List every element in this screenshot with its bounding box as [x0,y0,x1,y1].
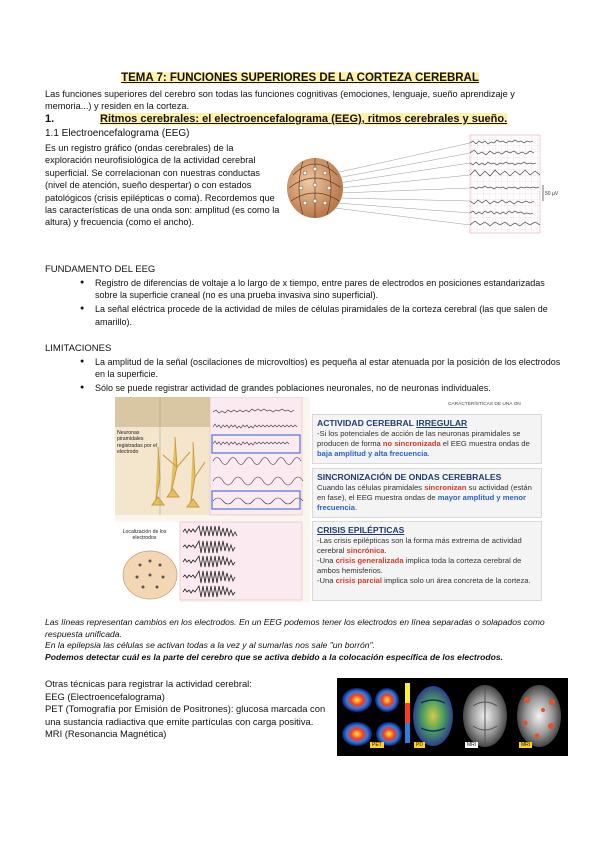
scale-label: 50 µV [545,191,559,197]
scan-label: PET [372,742,382,748]
other-techniques [45,678,330,741]
list-item: ● Registro de diferencias de voltaje a lo largo de x tiempo, entre pares de electrodos en posiciones estandarizadas sobre la superficie craneal (no es una prueba invasiva sino superficial). [80,277,565,301]
figure-caption: CARACTERÍSTICAS DE UNA ON [448,402,521,407]
other-techniques-heading: Otras técnicas para registrar la actividad cerebral: [45,678,252,689]
panel-synchronization: SINCRONIZACIÓN DE ONDAS CEREBRALES Cuando las células piramidales sincronizan su actividad (están en fase), el EEG muestra ondas de mayor amplitud y menor frecuencia. [312,468,542,518]
eeg-paper [470,135,540,233]
fundamento-heading: FUNDAMENTO DEL EEG [45,264,156,275]
scan-label: PD [416,742,423,748]
limitaciones-list [80,356,565,397]
technique-item: EEG (Electroencefalograma) [45,690,165,702]
technique-item: PET (Tomografía por Emisión de Positrones): glucosa marcada con una sustancia radiactiva que emite partículas con carga positiva. [45,703,326,727]
section-heading: 1. Ritmos cerebrales: el electroencefalograma (EEG), ritmos cerebrales y sueño. [45,113,508,125]
brain-scans-image [337,678,568,756]
head-with-electrodes [287,158,343,218]
technique-item: MRI (Resonancia Magnética) [45,728,167,740]
list-item: ● La señal eléctrica procede de la actividad de miles de células piramidales de la corteza cerebral (las que salen de amarillo). [80,303,565,327]
page-title: TEMA 7: FUNCIONES SUPERIORES DE LA CORTEZA CEREBRAL [121,72,479,84]
neuron-eeg-illustration [115,397,310,602]
subsection-heading: 1.1 Electroencefalograma (EEG) [45,128,190,139]
panel-epileptic: CRISIS EPILÉPTICAS -Las crisis epilépticas son la forma más extrema de actividad cerebral sincrónica. -Una crisis generalizada implica toda la corteza cerebral de ambos hemisferios. -Una crisis parcial implica solo un área concreta de la corteza. [312,521,542,601]
neuron-eeg-figure [115,397,310,602]
note: Las líneas representan cambios en los electrodos. En un EEG podemos tener los electrodos en línea separadas o solapados como respuesta unificada. [45,617,545,639]
electrode-label: Localización de los electrodos [122,529,167,542]
electrode-wires [335,143,470,225]
scan-label: MRI [521,742,531,748]
list-item: ● La amplitud de la señal (oscilaciones de microvoltios) es pequeña al estar atenuada por la posición de los electrodos en la superficie. [80,356,565,380]
limitaciones-heading: LIMITACIONES [45,343,112,354]
list-item: ● Sólo se puede registrar actividad de grandes poblaciones neuronales, no de neuronas individuales. [80,382,565,394]
note: Podemos detectar cuál es la parte del cerebro que se activa debido a la colocación específica de los electrodos. [45,651,504,662]
scan-label: MRI [467,742,477,748]
neuron-label: Neuronas piramidales registradas por el electrodo [117,430,158,456]
note: En la epilepsia las células se activan todas a la vez y al sumarlas nos sale "un borrón". [45,640,375,651]
eeg-description: Es un registro gráfico (ondas cerebrales) de la exploración neurofisiológica de la actividad cerebral superficial. Se correlacionan con nuestras conductas (nivel de atención, sueño despertar) o con estados patológicos (crisis epilépticas o coma). Recordemos que las características de una onda son: amplitud (es como la altura) y frecuencia (como el ancho). [45,143,280,228]
panel-irregular: ACTIVIDAD CEREBRAL IRREGULAR -Si los potenciales de acción de las neuronas piramidales se producen de forma no sincronizada el EEG muestra ondas de baja amplitud y alta frecuencia. [312,414,542,464]
intro-paragraph: Las funciones superiores del cerebro son todas las funciones cognitivas (emociones, lenguaje, sueño aprendizaje y memoria...) y residen en la corteza. [45,89,515,112]
fundamento-list [80,277,565,330]
notes [45,617,565,663]
eeg-figure [285,133,561,235]
